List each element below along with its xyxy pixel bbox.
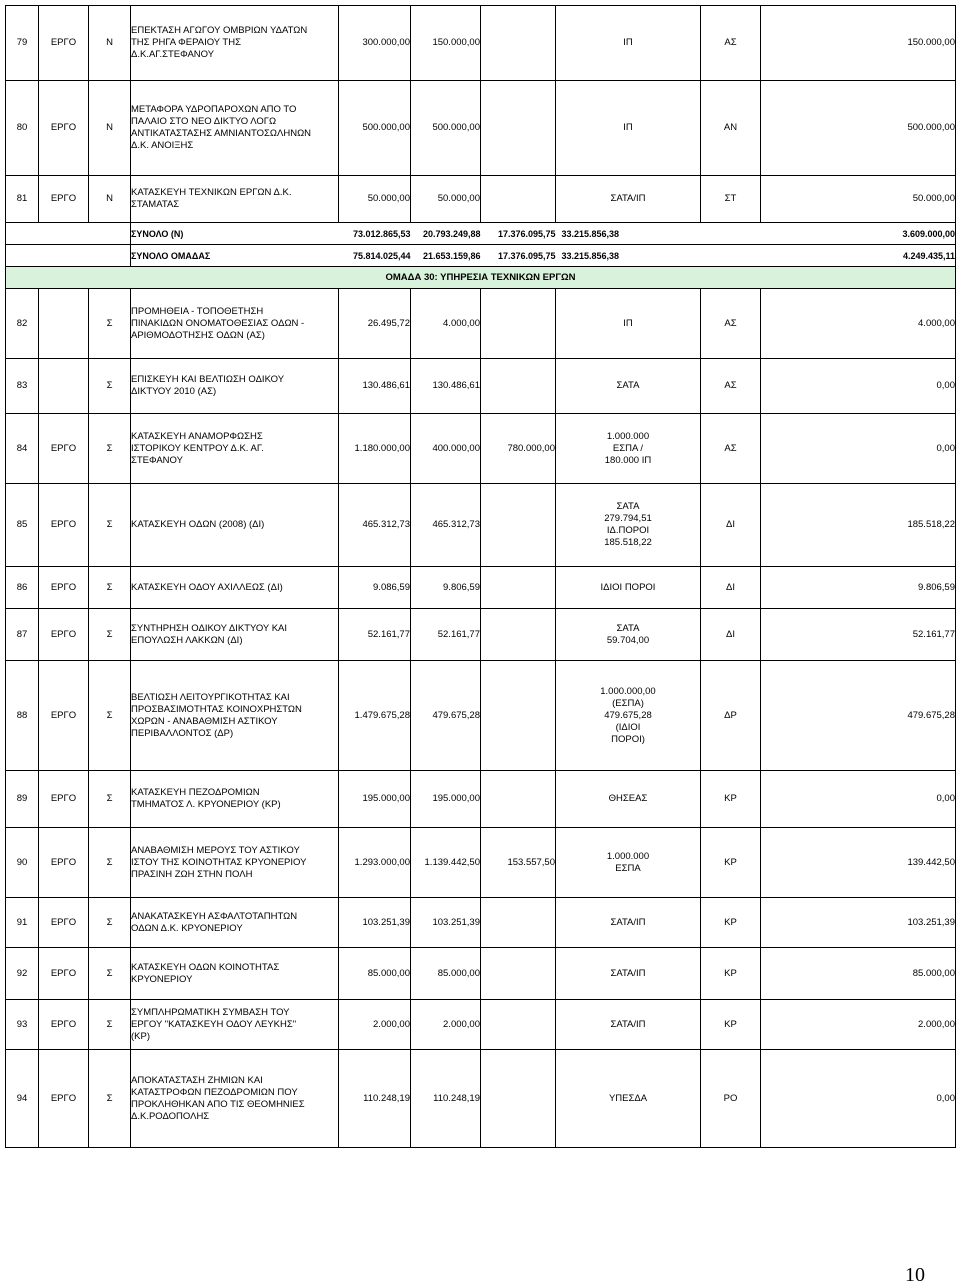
row-description-line: ΙΣΤΟΥ ΤΗΣ ΚΟΙΝΟΤΗΤΑΣ ΚΡΥΟΝΕΡΙΟΥ [131,856,307,868]
row-type: ΕΡΓΟ [39,484,89,567]
row-amount-extra [481,176,556,223]
row-category: Σ [89,948,131,1000]
row-amount-extra [481,948,556,1000]
table-row [6,484,956,567]
row-funding-source-line: 279.794,51 [604,513,652,524]
row-description-line: ΚΡΥΟΝΕΡΙΟΥ [131,973,193,985]
row-funding-source [556,567,701,609]
row-type: ΕΡΓΟ [39,898,89,948]
summary-amount: 21.653.159,86 [411,245,481,267]
row-funding-source-line: ΣΑΤΑ/ΙΠ [610,1018,646,1030]
row-funding-source-line: ΙΔΙΟΙ ΠΟΡΟΙ [600,581,656,593]
row-amount-extra [481,1000,556,1050]
row-area-code: ΑΝ [701,81,761,176]
row-total: 0,00 [761,414,956,484]
row-amount: 500.000,00 [411,81,481,176]
row-funding-source [556,898,701,948]
row-funding-source-line: ΣΑΤΑ/ΙΠ [610,916,646,928]
row-area-code: ΔΡ [701,661,761,771]
row-area-code: ΚΡ [701,948,761,1000]
summary-label: ΣΥΝΟΛΟ ΟΜΑΔΑΣ [131,245,339,267]
row-funding-source-line: ΣΑΤΑ [616,380,640,391]
row-type: ΕΡΓΟ [39,609,89,661]
row-number: 87 [6,609,39,661]
row-amount-extra [481,81,556,176]
row-area-code: ΣΤ [701,176,761,223]
row-budget: 300.000,00 [339,6,411,81]
row-description [131,176,339,223]
row-amount-extra: 780.000,00 [481,414,556,484]
summary-blank [6,223,131,245]
row-budget: 1.479.675,28 [339,661,411,771]
row-funding-source-line: 1.000.000 [606,850,650,862]
row-description [131,1050,339,1148]
row-budget: 103.251,39 [339,898,411,948]
row-type: ΕΡΓΟ [39,176,89,223]
row-description-line: (ΚΡ) [131,1030,150,1042]
row-description [131,6,339,81]
row-type: ΕΡΓΟ [39,828,89,898]
summary-row [6,223,956,245]
row-funding-source-line: (ΙΔΙΟΙ [615,721,641,733]
row-description-line: ΤΗΣ ΡΗΓΑ ΦΕΡΑΙΟΥ ΤΗΣ [131,37,241,48]
row-description-line: ΒΕΛΤΙΩΣΗ ΛΕΙΤΟΥΡΓΙΚΟΤΗΤΑΣ ΚΑΙ [131,691,290,703]
row-funding-source-line: ΣΑΤΑ [616,622,640,634]
row-type: ΕΡΓΟ [39,414,89,484]
row-amount-extra [481,661,556,771]
summary-total: 3.609.000,00 [761,223,956,245]
row-type: ΕΡΓΟ [39,771,89,828]
row-description-line: Δ.Κ.ΡΟΔΟΠΟΛΗΣ [131,1110,210,1122]
row-funding-source-line: ΙΔ.ΠΟΡΟΙ [606,525,650,536]
row-area-code: ΚΡ [701,898,761,948]
row-description-line: ΠΡΟΣΒΑΣΙΜΟΤΗΤΑΣ ΚΟΙΝΟΧΡΗΣΤΩΝ [131,703,302,715]
row-funding-source [556,609,701,661]
row-description-line: ΚΑΤΑΣΚΕΥΗ ΟΔΩΝ ΚΟΙΝΟΤΗΤΑΣ [131,961,280,973]
table-row [6,176,956,223]
row-budget: 195.000,00 [339,771,411,828]
row-description [131,289,339,359]
row-category: Ν [89,176,131,223]
row-description [131,948,339,1000]
row-funding-source [556,948,701,1000]
row-category: Σ [89,289,131,359]
table-row [6,6,956,81]
summary-blank [6,245,131,267]
row-amount: 50.000,00 [411,176,481,223]
row-area-code: ΡΟ [701,1050,761,1148]
table-row [6,948,956,1000]
row-description-line: ΔΙΚΤΥΟΥ 2010 (ΑΣ) [131,386,217,397]
row-type: ΕΡΓΟ [39,948,89,1000]
table-row [6,1050,956,1148]
table-body-main [6,289,956,1148]
row-total: 103.251,39 [761,898,956,948]
row-funding-source [556,661,701,771]
row-amount: 103.251,39 [411,898,481,948]
row-amount-extra [481,771,556,828]
row-funding-source-line: 1.000.000 [606,430,650,442]
summary-amount-extra: 17.376.095,75 [481,245,556,267]
row-category: Σ [89,1000,131,1050]
row-total: 0,00 [761,359,956,414]
row-category: Σ [89,828,131,898]
table-row [6,567,956,609]
row-description-line: ΜΕΤΑΦΟΡΑ ΥΔΡΟΠΑΡΟΧΩΝ ΑΠΟ ΤΟ [131,104,297,115]
row-number: 84 [6,414,39,484]
row-category: Σ [89,609,131,661]
row-budget: 1.293.000,00 [339,828,411,898]
row-type: ΕΡΓΟ [39,1050,89,1148]
row-funding-source-line: ΕΣΠΑ [615,862,641,874]
row-amount-extra [481,6,556,81]
row-type: ΕΡΓΟ [39,6,89,81]
summary-other: 33.215.856,38 [556,223,701,245]
summary-amount-extra: 17.376.095,75 [481,223,556,245]
row-description [131,828,339,898]
row-number: 93 [6,1000,39,1050]
row-funding-source [556,6,701,81]
row-number: 89 [6,771,39,828]
row-description-line: ΕΠΕΚΤΑΣΗ ΑΓΩΓΟΥ ΟΜΒΡΙΩΝ ΥΔΑΤΩΝ [131,25,308,36]
row-funding-source-line: ΙΠ [623,122,633,133]
row-category: Σ [89,414,131,484]
row-number: 82 [6,289,39,359]
row-description [131,661,339,771]
row-type: ΕΡΓΟ [39,81,89,176]
row-amount-extra [481,898,556,948]
row-funding-source [556,289,701,359]
row-number: 83 [6,359,39,414]
row-funding-source [556,414,701,484]
row-funding-source-line: ΣΑΤΑ [616,501,640,512]
row-funding-source-line: 180.000 ΙΠ [604,454,652,466]
row-funding-source [556,359,701,414]
row-description-line: ΚΑΤΑΣΚΕΥΗ ΤΕΧΝΙΚΩΝ ΕΡΓΩΝ Δ.Κ. [131,187,292,198]
row-amount: 9.806,59 [411,567,481,609]
row-number: 90 [6,828,39,898]
table-row [6,609,956,661]
row-area-code: ΔΙ [701,609,761,661]
row-type [39,359,89,414]
row-amount: 465.312,73 [411,484,481,567]
table-body-group [6,267,956,289]
row-type: ΕΡΓΟ [39,1000,89,1050]
row-description-line: Δ.Κ.ΑΓ.ΣΤΕΦΑΝΟΥ [131,49,215,60]
row-funding-source [556,1050,701,1148]
summary-blank [701,223,761,245]
row-budget: 9.086,59 [339,567,411,609]
row-amount: 195.000,00 [411,771,481,828]
row-amount-extra: 153.557,50 [481,828,556,898]
row-number: 91 [6,898,39,948]
row-total: 50.000,00 [761,176,956,223]
row-description-line: ΑΠΟΚΑΤΑΣΤΑΣΗ ΖΗΜΙΩΝ ΚΑΙ [131,1074,263,1086]
row-funding-source [556,828,701,898]
row-category: Σ [89,771,131,828]
row-category: Ν [89,81,131,176]
row-description-line: ΑΝΑΚΑΤΑΣΚΕΥΗ ΑΣΦΑΛΤΟΤΑΠΗΤΩΝ [131,910,298,922]
row-amount: 4.000,00 [411,289,481,359]
row-area-code: ΔΙ [701,484,761,567]
row-category: Σ [89,484,131,567]
row-type: ΕΡΓΟ [39,661,89,771]
table-row [6,898,956,948]
row-area-code: ΑΣ [701,289,761,359]
row-area-code: ΚΡ [701,771,761,828]
row-total: 4.000,00 [761,289,956,359]
row-description-line: ΠΙΝΑΚΙΔΩΝ ΟΝΟΜΑΤΟΘΕΣΙΑΣ ΟΔΩΝ - [131,317,305,329]
row-description-line: ΣΥΝΤΗΡΗΣΗ ΟΔΙΚΟΥ ΔΙΚΤΥΟΥ ΚΑΙ [131,622,288,634]
row-amount: 110.248,19 [411,1050,481,1148]
row-number: 85 [6,484,39,567]
row-category: Σ [89,661,131,771]
row-amount: 400.000,00 [411,414,481,484]
row-description-line: ΚΑΤΑΣΚΕΥΗ ΠΕΖΟΔΡΟΜΙΩΝ [131,787,260,798]
row-category: Σ [89,898,131,948]
table-row [6,81,956,176]
summary-label: ΣΥΝΟΛΟ (Ν) [131,223,339,245]
row-description [131,359,339,414]
row-amount-extra [481,609,556,661]
row-total: 0,00 [761,771,956,828]
row-funding-source-line: 59.704,00 [606,634,650,646]
row-funding-source [556,771,701,828]
row-amount: 1.139.442,50 [411,828,481,898]
row-number: 94 [6,1050,39,1148]
row-number: 92 [6,948,39,1000]
row-description-line: Δ.Κ. ΑΝΟΙΞΗΣ [131,140,194,151]
row-description [131,81,339,176]
row-description-line: ΚΑΤΑΣΚΕΥΗ ΑΝΑΜΟΡΦΩΣΗΣ [131,430,263,442]
table-row [6,359,956,414]
row-funding-source-line: 185.518,22 [604,537,652,548]
row-amount-extra [481,359,556,414]
table-row [6,771,956,828]
group-header-row [6,267,956,289]
row-funding-source-line: (ΕΣΠΑ) [612,697,644,709]
row-total: 500.000,00 [761,81,956,176]
row-amount: 2.000,00 [411,1000,481,1050]
row-funding-source-line: 1.000.000,00 [600,685,656,697]
row-number: 86 [6,567,39,609]
table-row [6,661,956,771]
summary-other: 33.215.856,38 [556,245,701,267]
row-budget: 52.161,77 [339,609,411,661]
table-row [6,828,956,898]
row-amount-extra [481,289,556,359]
row-description-line: ΧΩΡΩΝ - ΑΝΑΒΑΘΜΙΣΗ ΑΣΤΙΚΟΥ [131,715,278,727]
row-total: 0,00 [761,1050,956,1148]
row-amount-extra [481,1050,556,1148]
row-amount: 150.000,00 [411,6,481,81]
row-amount-extra [481,484,556,567]
row-total: 2.000,00 [761,1000,956,1050]
row-budget: 465.312,73 [339,484,411,567]
row-amount: 85.000,00 [411,948,481,1000]
row-category: Ν [89,6,131,81]
row-description-line: ΠΑΛΑΙΟ ΣΤΟ ΝΕΟ ΔΙΚΤΥΟ ΛΟΓΩ [131,116,277,127]
row-description-line: ΕΠΟΥΛΩΣΗ ΛΑΚΚΩΝ (ΔΙ) [131,634,243,646]
row-area-code: ΚΡ [701,828,761,898]
row-total: 150.000,00 [761,6,956,81]
row-number: 79 [6,6,39,81]
row-budget: 130.486,61 [339,359,411,414]
budget-table [5,5,956,1148]
row-funding-source-line: ΕΣΠΑ / [612,442,644,454]
row-funding-source-line: 479.675,28 [604,709,652,721]
row-description-line: ΠΡΟΜΗΘΕΙΑ - ΤΟΠΟΘΕΤΗΣΗ [131,305,264,317]
row-number: 80 [6,81,39,176]
row-description-line: ΟΔΩΝ Δ.Κ. ΚΡΥΟΝΕΡΙΟΥ [131,922,243,934]
summary-total: 4.249.435,11 [761,245,956,267]
row-description-line: ΑΝΤΙΚΑΤΑΣΤΑΣΗΣ ΑΜΝΙΑΝΤΟΣΩΛΗΝΩΝ [131,128,312,139]
row-amount: 130.486,61 [411,359,481,414]
row-description-line: ΤΜΗΜΑΤΟΣ Λ. ΚΡΥΟΝΕΡΙΟΥ (ΚΡ) [131,799,281,810]
row-area-code: ΚΡ [701,1000,761,1050]
row-description-line: ΚΑΤΑΣΚΕΥΗ ΟΔΟΥ ΑΧΙΛΛΕΩΣ (ΔΙ) [131,581,283,593]
summary-row [6,245,956,267]
row-amount-extra [481,567,556,609]
row-budget: 85.000,00 [339,948,411,1000]
row-description [131,609,339,661]
table-body-top [6,6,956,223]
row-area-code: ΑΣ [701,359,761,414]
row-description-line: ΠΕΡΙΒΑΛΛΟΝΤΟΣ (ΔΡ) [131,727,234,739]
row-funding-source-line: ΙΠ [623,317,633,329]
row-description [131,567,339,609]
row-budget: 500.000,00 [339,81,411,176]
row-amount: 52.161,77 [411,609,481,661]
row-description [131,1000,339,1050]
row-description-line: ΑΡΙΘΜΟΔΟΤΗΣΗΣ ΟΔΩΝ (ΑΣ) [131,329,265,341]
row-description-line: ΣΥΜΠΛΗΡΩΜΑΤΙΚΗ ΣΥΜΒΑΣΗ ΤΟΥ [131,1006,290,1018]
row-category: Σ [89,1050,131,1148]
row-description-line: ΣΤΑΜΑΤΑΣ [131,199,180,210]
row-description [131,414,339,484]
summary-amount: 20.793.249,88 [411,223,481,245]
row-description-line: ΠΡΟΚΛΗΘΗΚΑΝ ΑΠΟ ΤΙΣ ΘΕΟΜΗΝΙΕΣ [131,1098,305,1110]
row-description-line: ΠΡΑΣΙΝΗ ΖΩΗ ΣΤΗΝ ΠΟΛΗ [131,868,253,880]
row-budget: 50.000,00 [339,176,411,223]
row-type: ΕΡΓΟ [39,567,89,609]
row-total: 9.806,59 [761,567,956,609]
summary-blank [701,245,761,267]
row-description-line: ΙΣΤΟΡΙΚΟΥ ΚΕΝΤΡΟΥ Δ.Κ. ΑΓ. [131,442,264,454]
row-description-line: ΚΑΤΑΣΤΡΟΦΩΝ ΠΕΖΟΔΡΟΜΙΩΝ ΠΟΥ [131,1086,298,1098]
row-funding-source [556,484,701,567]
row-budget: 110.248,19 [339,1050,411,1148]
row-total: 139.442,50 [761,828,956,898]
row-category: Σ [89,359,131,414]
row-type [39,289,89,359]
row-description [131,898,339,948]
row-number: 88 [6,661,39,771]
row-total: 479.675,28 [761,661,956,771]
row-total: 52.161,77 [761,609,956,661]
row-total: 185.518,22 [761,484,956,567]
table-row [6,414,956,484]
row-funding-source-line: ΣΑΤΑ/ΙΠ [610,193,646,204]
row-budget: 1.180.000,00 [339,414,411,484]
row-description-line: ΕΠΙΣΚΕΥΗ ΚΑΙ ΒΕΛΤΙΩΣΗ ΟΔΙΚΟΥ [131,374,285,385]
row-funding-source-line: ΙΠ [623,37,633,48]
row-funding-source [556,81,701,176]
row-description [131,771,339,828]
row-number: 81 [6,176,39,223]
summary-budget: 75.814.025,44 [339,245,411,267]
table-body-sums [6,223,956,267]
row-description [131,484,339,567]
row-description-line: ΕΡΓΟΥ "ΚΑΤΑΣΚΕΥΗ ΟΔΟΥ ΛΕΥΚΗΣ" [131,1018,297,1030]
row-budget: 26.495,72 [339,289,411,359]
row-area-code: ΑΣ [701,6,761,81]
row-area-code: ΑΣ [701,414,761,484]
group-title: ΟΜΑΔΑ 30: ΥΠΗΡΕΣΙΑ ΤΕΧΝΙΚΩΝ ΕΡΓΩΝ [6,267,956,289]
table-row [6,1000,956,1050]
row-funding-source-line: ΥΠΕΣΔΑ [608,1092,648,1104]
page-number: 10 [905,1264,925,1286]
row-funding-source-line: ΠΟΡΟΙ) [611,733,645,745]
row-total: 85.000,00 [761,948,956,1000]
row-funding-source-line: ΘΗΣΕΑΣ [608,793,648,804]
row-funding-source [556,176,701,223]
row-area-code: ΔΙ [701,567,761,609]
table-row [6,289,956,359]
row-funding-source [556,1000,701,1050]
row-category: Σ [89,567,131,609]
row-budget: 2.000,00 [339,1000,411,1050]
row-funding-source-line: ΣΑΤΑ/ΙΠ [610,967,646,979]
row-description-line: ΚΑΤΑΣΚΕΥΗ ΟΔΩΝ (2008) (ΔΙ) [131,519,265,530]
row-amount: 479.675,28 [411,661,481,771]
row-description-line: ΑΝΑΒΑΘΜΙΣΗ ΜΕΡΟΥΣ ΤΟΥ ΑΣΤΙΚΟΥ [131,844,300,856]
summary-budget: 73.012.865,53 [339,223,411,245]
row-description-line: ΣΤΕΦΑΝΟΥ [131,454,183,466]
